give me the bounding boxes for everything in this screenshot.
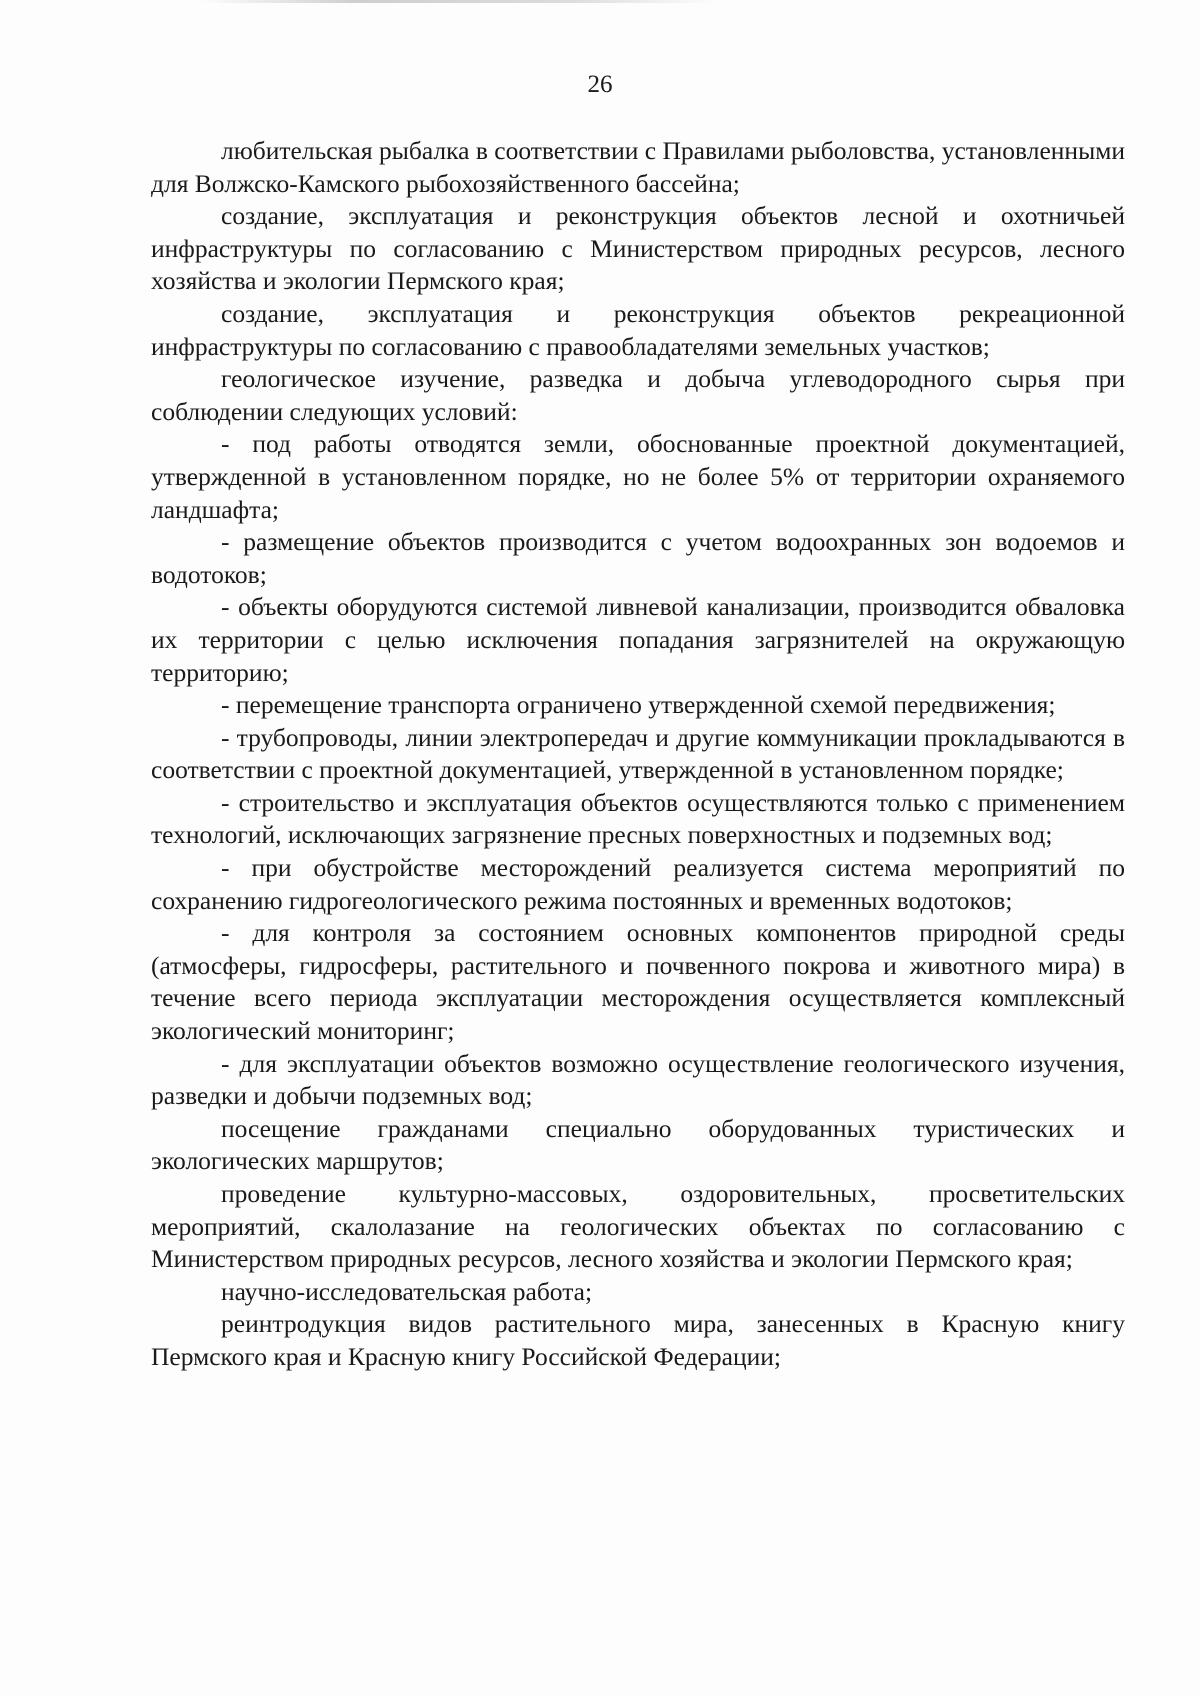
condition-groundwater: - для эксплуатации объектов возможно осуществление геологического изучения, разведки и добычи подземных вод; [151, 1048, 1125, 1111]
condition-monitoring: - для контроля за состоянием основных компонентов природной среды (атмосферы, гидросферы, растительного и почвенного покрова и животного мира) в течение всего периода эксплуатации месторождения осуществляется комплексный экологический мониторинг; [151, 918, 1125, 1046]
paragraph-cultural-events: проведение культурно-массовых, оздоровительных, просветительских мероприятий, скалолазание на геологических объектах по согласованию с Министерством природных ресурсов, лесного хозяйства и экологии Пермского края; [151, 1179, 1125, 1274]
paragraph-amateur-fishing: любительская рыбалка в соответствии с Правилами рыболовства, установленными для Волжско-Камского рыбохозяйственного бассейна; [151, 136, 1125, 198]
condition-pipelines: - трубопроводы, линии электропередач и другие коммуникации прокладываются в соответствии с проектной документацией, утвержденной в установленном порядке; [151, 722, 1125, 785]
document-body [151, 135, 1125, 1374]
condition-transport: - перемещение транспорта ограничено утвержденной схемой передвижения; [221, 690, 1056, 720]
scan-edge-artifact [200, 0, 720, 3]
paragraph-geological-study: геологическое изучение, разведка и добыча углеводородного сырья при соблюдении следующих условий: [151, 364, 1125, 426]
paragraph-reintroduction: реинтродукция видов растительного мира, занесенных в Красную книгу Пермского края и Красную книгу Российской Федерации; [151, 1309, 1125, 1371]
page-number: 26 [587, 71, 613, 98]
condition-hydrogeological-regime: - при обустройстве месторождений реализуется система мероприятий по сохранению гидрогеологического режима постоянных и временных водотоков; [151, 853, 1125, 915]
paragraph-tourist-routes: посещение гражданами специально оборудованных туристических и экологических маршрутов; [151, 1113, 1125, 1176]
condition-land-allocation: - под работы отводятся земли, обоснованные проектной документацией, утвержденной в установленном порядке, но не более 5% от территории охраняемого ландшафта; [151, 429, 1125, 524]
paragraph-research: научно-исследовательская работа; [221, 1276, 593, 1306]
paragraph-forest-infrastructure: создание, эксплуатация и реконструкция объектов лесной и охотничьей инфраструктуры по согласованию с Министерством природных ресурсов, лесного хозяйства и экологии Пермского края; [151, 201, 1125, 296]
condition-water-protection-zones: - размещение объектов производится с учетом водоохранных зон водоемов и водотоков; [151, 527, 1125, 589]
condition-storm-sewer: - объекты оборудуются системой ливневой канализации, производится обваловка их территории с целью исключения попадания загрязнителей на окружающую территорию; [151, 592, 1125, 687]
paragraph-recreation-infrastructure: создание, эксплуатация и реконструкция объектов рекреационной инфраструктуры по согласованию с правообладателями земельных участков; [151, 298, 1125, 361]
condition-construction: - строительство и эксплуатация объектов осуществляются только с применением технологий, исключающих загрязнение пресных поверхностных и подземных вод; [151, 787, 1125, 850]
